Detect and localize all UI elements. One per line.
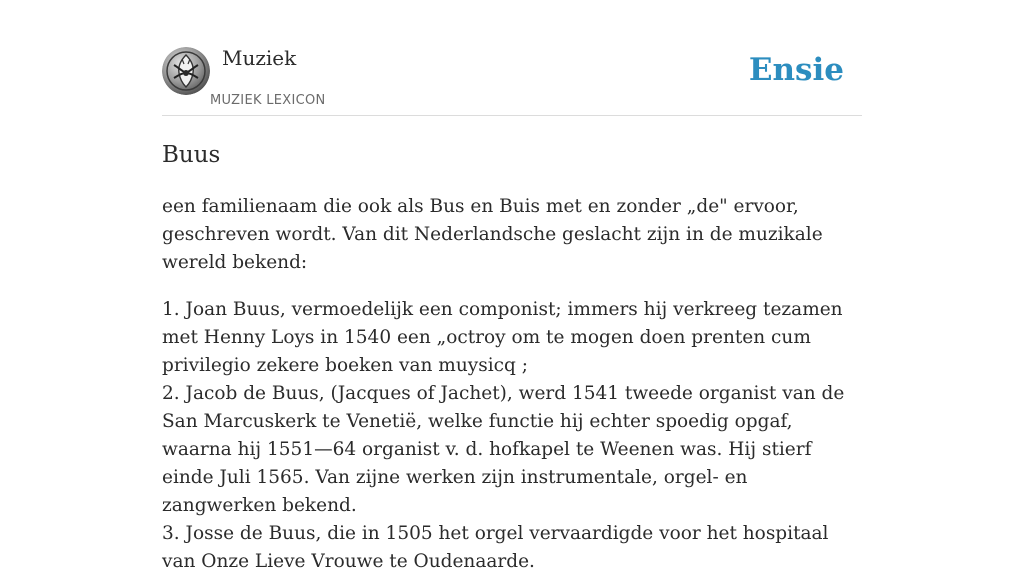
music-emblem-icon[interactable] — [162, 47, 210, 95]
article-item-2: 2. Jacob de Buus, (Jacques of Jachet), werd 1541 tweede organist van de San Marcuskerk te Venetië, welke functie hij echter spoedig opgaf, waarna hij 1551—64 organist v. d. hofkapel te Weenen was. Hij stierf einde Juli 1565. Van zijne werken zijn instrumentale, orgel- en zangwerken bekend. — [162, 383, 845, 516]
source-subtitle: MUZIEK LEXICON — [210, 93, 326, 108]
article-item-1: 1. Joan Buus, vermoedelijk een componist; immers hij verkreeg tezamen met Henny Loys in 1540 een „octroy om te mogen doen prenten cum privilegio zekere boeken van muysicq ; — [162, 299, 843, 376]
article-intro: een familienaam die ook als Bus en Buis met en zonder „de" ervoor, geschreven wordt. Van dit Nederlandsche geslacht zijn in de muzikale wereld bekend: — [162, 196, 823, 273]
article-title: Buus — [162, 142, 221, 168]
article-item-3: 3. Josse de Buus, die in 1505 het orgel vervaardigde voor het hospitaal van Onze Lieve Vrouwe te Oudenaarde. — [162, 523, 829, 572]
source-title[interactable]: Muziek — [222, 46, 297, 70]
page — [162, 0, 862, 572]
brand-logo[interactable]: Ensie — [748, 52, 844, 88]
article-body — [162, 193, 862, 576]
header — [162, 0, 862, 116]
